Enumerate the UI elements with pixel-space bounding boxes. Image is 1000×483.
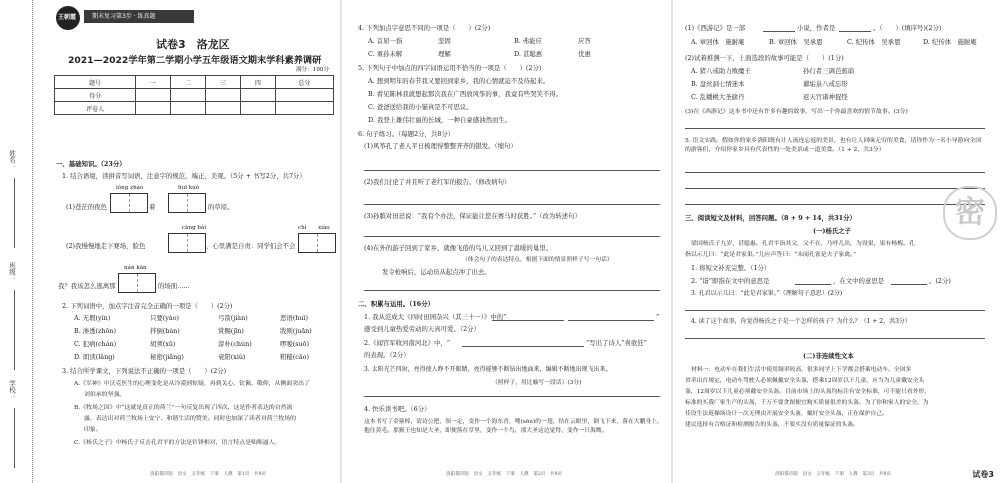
class-field-label: 班级： xyxy=(8,262,16,282)
option[interactable]: A. 想到明年的春节我又要回到家乡，我的心情就迫不及待起来。 xyxy=(368,77,550,85)
sentence-text: 我？我该怎么逃离那 xyxy=(58,282,116,290)
score-cell[interactable] xyxy=(136,89,171,102)
pinyin: nán kān xyxy=(124,265,147,271)
score-cell[interactable] xyxy=(206,89,241,102)
sentence-text: ，心里满是自责：同学们会不会 xyxy=(206,242,296,250)
score-table-header: 题号 xyxy=(55,76,136,89)
question-6-4: (4)在外的游子回到了家乡，就像飞倦的鸟儿又回到了温暖的巢里。 xyxy=(364,244,552,252)
answer-line[interactable] xyxy=(685,338,985,339)
score-cell[interactable] xyxy=(275,89,333,102)
option[interactable]: B. 弗能应 xyxy=(514,37,542,45)
option-word: 应答 xyxy=(578,37,591,45)
option-word: 恶语(huì) xyxy=(280,314,309,322)
reading-1-q3: 3. 孔君以示儿曰：“此是君家果。”（理解句子意思）(2分) xyxy=(691,290,843,297)
question-3: 3. 结合所学课文，下列说法不正确的一项是（ ）(2分) xyxy=(62,367,227,375)
section-3-heading: 三、阅读短文及材料，回答问题。（8 + 9 + 14，共31分） xyxy=(685,214,856,222)
question-3-1-cont: 小说，作者是 xyxy=(797,24,836,32)
exam-page-3 xyxy=(673,0,1000,483)
paper-badge-text: 试卷3 xyxy=(972,470,994,479)
school-field-label: 学校： xyxy=(8,380,16,400)
question-5: 5. 下列句子中加点的四字词语运用不恰当的一项是（ ）(2分) xyxy=(358,64,542,72)
publisher-logo xyxy=(56,6,80,30)
section-2-heading: 二、积累与运用。（16分） xyxy=(358,300,434,308)
score-table-header: 总分 xyxy=(275,76,333,89)
sentence-text: (1)苍茫的夜色 xyxy=(66,203,108,211)
option[interactable]: D. 甚聪惠 xyxy=(514,50,543,58)
question-2-2-cont: ”写出了诗人“喜欲狂” xyxy=(586,339,647,347)
quote-mark: ” xyxy=(656,313,660,321)
writing-grid[interactable] xyxy=(168,193,206,213)
option-word: 胡须(xū) xyxy=(150,340,176,348)
question-2-2-end: 的表现。（2分） xyxy=(364,351,410,359)
cut-line xyxy=(32,0,33,483)
option-word: 只要(yào) xyxy=(150,314,180,322)
question-6-3: (3)孙膑对田忌说：“我有个办法，保证能让您在赛马时获胜。”（改为转述句） xyxy=(364,212,581,220)
sentence-text: 的草原。 xyxy=(208,203,234,211)
answer-line[interactable] xyxy=(891,284,927,285)
pinyin: cāng bái xyxy=(182,225,207,231)
reading-2-text: 盔，12周岁以下儿童必须戴安全头盔。目前市场上的头盔均标注有安全标准，可不能只看外形， xyxy=(685,389,931,395)
question-3-3: (3)在《西游记》这本书中还有许多有趣的故事，写出一个你最喜欢的情节故事。(3分) xyxy=(685,109,908,115)
score-table xyxy=(54,75,334,115)
answer-line[interactable] xyxy=(685,204,985,205)
answer-line[interactable] xyxy=(685,172,985,173)
option[interactable]: C. 纪传体 吴承恩 xyxy=(847,38,901,46)
score-table-header: 四 xyxy=(240,76,275,89)
pinyin: chì xyxy=(298,225,307,231)
question-2-3: 3. 太阳光芒四射，亮得使人睁不开眼睛，亮得能够不断钻出地面来，编辑不断地出现飞出来。 xyxy=(364,366,612,373)
answer-line[interactable] xyxy=(364,204,660,205)
option-word: 优惠 xyxy=(578,50,591,58)
banner-text: 期末复习第3步 · 练真题 xyxy=(92,13,156,20)
option[interactable]: B.《牧场之国》中“这就是真正的荷兰”一句反复出现了四次，这是作者表达的自然流 xyxy=(74,405,293,411)
question-3-1: (1)《西游记》是一部 xyxy=(685,24,746,32)
writing-grid[interactable] xyxy=(118,273,156,293)
score-row-label: 得分 xyxy=(55,89,136,102)
writing-grid[interactable] xyxy=(110,193,148,213)
reading-1-q4: 4. 读了这个故事，你觉得杨氏之子是一个怎样的孩子？为什么？（1 + 2，共3分） xyxy=(691,318,911,325)
paper-badge xyxy=(972,469,994,480)
option-word: 赏赐(jīn) xyxy=(218,327,244,335)
writing-grid[interactable] xyxy=(168,233,206,253)
reading-2-title: (二)非连续性文本 xyxy=(803,352,854,360)
score-table-header: 二 xyxy=(171,76,206,89)
score-cell[interactable] xyxy=(171,89,206,102)
option-text: 孙行者三调芭蕉扇 xyxy=(803,67,855,75)
answer-line[interactable] xyxy=(685,128,985,129)
question-2-2: 2.《闻官军收河南河北》中，“ xyxy=(364,339,451,347)
option[interactable]: C.《杨氏之子》中杨氏子反击孔君平的方法是针锋相对，语言特点是咄咄逼人。 xyxy=(74,440,281,446)
binding-margin xyxy=(0,0,52,483)
reading-1-title: (一)杨氏之子 xyxy=(813,227,852,235)
question-3-1-end: 。（ ）(填序号)(2分) xyxy=(873,24,942,32)
answer-line[interactable] xyxy=(364,170,660,171)
page-footer: 洛阳都市版 语文 五年级 下册 人教 第3页 共8页 xyxy=(775,472,892,477)
option-word: 淳朴(chún) xyxy=(218,340,252,348)
option[interactable]: D. 我登上雄伟壮丽的长城，一种自豪感油然而生。 xyxy=(368,116,512,124)
option-text: 印象。 xyxy=(84,427,102,433)
question-2-4: 4. 快乐读书吧。（6分） xyxy=(364,405,431,413)
question-2-1: 1. 我从范成大《四时田园杂兴（其三十一）》中的“ xyxy=(364,313,507,321)
option[interactable]: C. 犯病(chán) xyxy=(74,340,117,348)
exam-subtitle: 2021—2022学年第二学期小学五年级语文期末学科素养调研 xyxy=(68,55,322,66)
sentence-text: (2)我慢慢地走下赛场，脸色 xyxy=(66,242,146,250)
reading-1-q2: 2. “诣”即指在文中的意思是 xyxy=(691,277,770,285)
answer-line[interactable] xyxy=(839,31,871,32)
reading-1-text: 指以示儿曰：“此是君家果。”儿应声答曰：“未闻孔雀是夫子家禽。” xyxy=(685,252,857,258)
answer-line[interactable] xyxy=(685,188,985,189)
full-score: 满分：100分 xyxy=(296,67,330,73)
option-word: 理解 xyxy=(438,50,451,58)
question-2-1-cont: 感受到儿童热爱劳动的天真可爱。（2分） xyxy=(364,325,480,333)
question-1: 1. 结合语境，读拼音写词语，注意字的规范，端正、美观。（5分 + 书写2分，共7分） xyxy=(62,172,306,180)
reading-1-q2-end: 。(2分) xyxy=(929,277,951,285)
name-field-label: 姓名： xyxy=(8,150,16,170)
option[interactable]: A. 猪八戒助力败魔王 xyxy=(691,67,751,75)
sentence-text: 的场面…… xyxy=(158,282,190,290)
option-word: 粗糙(cāo) xyxy=(280,353,310,361)
answer-line[interactable] xyxy=(568,320,654,321)
option-word: 衰阳(xiù) xyxy=(218,353,246,361)
reading-1-q1: 1. 将短文补充完整。（1分） xyxy=(691,264,771,272)
question-3-2: (2)试着推测一下，上面选段的故事可能是（ ）(1分) xyxy=(685,54,844,62)
option-word: 坚固 xyxy=(438,37,451,45)
option-word: 秘密(jiǎng) xyxy=(150,353,184,361)
writing-grid[interactable] xyxy=(298,233,336,253)
grader-cell[interactable] xyxy=(171,102,206,115)
answer-line[interactable] xyxy=(364,290,660,291)
option-text: 濯垢泉八戒忘形 xyxy=(803,80,848,88)
answer-line[interactable] xyxy=(763,31,795,32)
option[interactable]: C. 重孙未解 xyxy=(368,50,403,58)
confidential-stamp xyxy=(943,186,997,240)
answer-line[interactable] xyxy=(462,346,584,347)
option[interactable]: D. 朗读(lǎng) xyxy=(74,353,115,361)
option-word: 弓箭(jiàn) xyxy=(218,314,248,322)
pinyin: lóng zhào xyxy=(116,185,144,191)
grader-cell[interactable] xyxy=(136,102,171,115)
exam-title: 试卷3 洛龙区 xyxy=(156,38,230,51)
option[interactable]: B. 看见陈林我就想起那次我在广西放风筝的事，我竟有些哭笑不得。 xyxy=(368,90,563,98)
reading-1-text: 梁国杨氏子九岁，甚聪惠。孔君平诣其父，父不在，乃呼儿出，为设果，果有杨梅。孔 xyxy=(691,241,915,247)
answer-line[interactable] xyxy=(795,284,831,285)
section-1-heading: 一、基础知识。（23分） xyxy=(56,160,126,168)
reading-1-q2-cont: ，在文中的意思是 xyxy=(833,277,885,285)
pinyin: xiào xyxy=(318,225,330,231)
sentence-text: 着 xyxy=(149,203,156,211)
answer-line[interactable] xyxy=(492,320,564,321)
option-word: 拌倒(bàn) xyxy=(150,327,180,335)
pinyin: huī kuò xyxy=(178,185,200,191)
question-6-4-example: 发令枪响后，运动员从起点冲了出去。 xyxy=(382,268,491,276)
exam-page-1 xyxy=(0,0,340,483)
option-word: 戕则(juān) xyxy=(280,327,312,335)
reading-2-text: 标准的买我厂家生产的头盔，千万不要贪图便宜购买质量很差的头盔。为了你和家人的安全，为 xyxy=(685,400,929,406)
question-4: 4. 下列加点字意思不同的一项是（ ）(2分) xyxy=(358,24,491,32)
question-6: 6. 句子练习。（每题2分，共8分） xyxy=(358,130,455,138)
option[interactable]: A.《军神》中沃克医生的心理变化是从冷漠到惊疑，再到关心、钦佩、敬仰，从侧面突出了 xyxy=(74,381,310,387)
option[interactable]: B. 章回体 吴承恩 xyxy=(769,38,823,46)
grader-row-label: 评卷人 xyxy=(55,102,136,115)
page-footer: 洛阳都市版 语文 五年级 下册 人教 第1页 共8页 xyxy=(150,472,267,477)
page-footer: 洛阳都市版 语文 五年级 下册 人教 第2页 共8页 xyxy=(446,472,563,477)
option[interactable]: A. 首屈一指 xyxy=(368,37,403,45)
option[interactable]: B. 渗透(zhōn) xyxy=(74,327,116,335)
reading-2-text: 省率出台规定，电动车驾驶人必须佩戴安全头盔，搭乘12周岁以下儿童，应当为儿童戴安全头 xyxy=(685,378,925,384)
answer-line[interactable] xyxy=(364,236,660,237)
answer-line[interactable] xyxy=(685,310,985,311)
reading-2-text: 佳设生法琏操场设计一次无理由开展安全头盔，戴好安全头盔，正在保护自己。 xyxy=(685,411,888,417)
stamp-character: 密 xyxy=(955,195,985,230)
question-6-4-instruction: （体会句子的表达特点，根据下面的情景照样子写一句话） xyxy=(462,257,613,263)
option[interactable]: C. 乱蟠桃大圣偷丹 xyxy=(691,93,745,101)
reading-2-text: 建议选择有合格证和检测报告的头盔，不要买没有质量保证的头盔。 xyxy=(685,422,859,428)
exam-page-2 xyxy=(342,0,671,483)
banner xyxy=(84,10,194,23)
score-table-header: 三 xyxy=(206,76,241,89)
option[interactable]: D. 纪传体 施耐庵 xyxy=(923,38,977,46)
score-cell[interactable] xyxy=(240,89,275,102)
question-6-2: (2)我们讨论了并且听了老红军的报告。（修改病句） xyxy=(364,178,511,186)
reading-passage: 这本书写了金箍棒，请诗公把，领一定，变作一个海东青，嗖(sōu)的一翅，钻在云眼里，倒飞下来，落在大鹏身上，抱住黄毛。那猴王也知是大圣，即便落在草里，变作一个鸟，那大圣这边觉得，变作一只海鹰。 xyxy=(364,419,663,434)
option[interactable]: B. 盘丝洞七情迷本 xyxy=(691,80,745,88)
option-text: 刘伯承的坚强。 xyxy=(84,392,126,398)
score-table-header: 一 xyxy=(136,76,171,89)
grader-cell[interactable] xyxy=(240,102,275,115)
option-text: 返天宫诸神捉怪 xyxy=(803,93,848,101)
question-2: 2. 下列词语中，加点字注音完全正确的一项是（ ）(2分) xyxy=(62,302,233,310)
option[interactable]: A. 无瑕(yín) xyxy=(74,314,111,322)
logo-text: 王朝霞 xyxy=(58,14,77,21)
option-word: 啰唆(suō) xyxy=(280,340,310,348)
question-6-1: (1)风筝孔了老人平日梳理得整整齐齐的银发。（缩句） xyxy=(364,142,517,150)
grader-cell[interactable] xyxy=(275,102,333,115)
question-2-3-instruction: （照样子，用比喻写一段话）(3分) xyxy=(492,380,582,386)
option[interactable]: C. 爸爸送给我的小猫真是不可思议。 xyxy=(368,103,473,111)
option-text: 露，表达出对荷兰牧场上安宁、和谐生活的赞美。同时也加深了读者对荷兰牧场的 xyxy=(84,416,297,422)
answer-line[interactable] xyxy=(364,396,660,397)
option[interactable]: A. 章回体 施耐庵 xyxy=(691,38,745,46)
reading-2-text: 材料一：电动车在我们生活中使用频率较高，很多同学上下学都会搭乘电动车。全国多 xyxy=(691,367,912,373)
grader-cell[interactable] xyxy=(206,102,241,115)
question-5: 5. 语文实践。假如你的家乡洛阳既有让人流连忘返的美景，也有让人回味无穷的美食，请你作为一名小导游向全国的游客们，介绍你家乡具有代表性的一处美景或一道美食。（1 + 2，共3分） xyxy=(685,138,982,153)
